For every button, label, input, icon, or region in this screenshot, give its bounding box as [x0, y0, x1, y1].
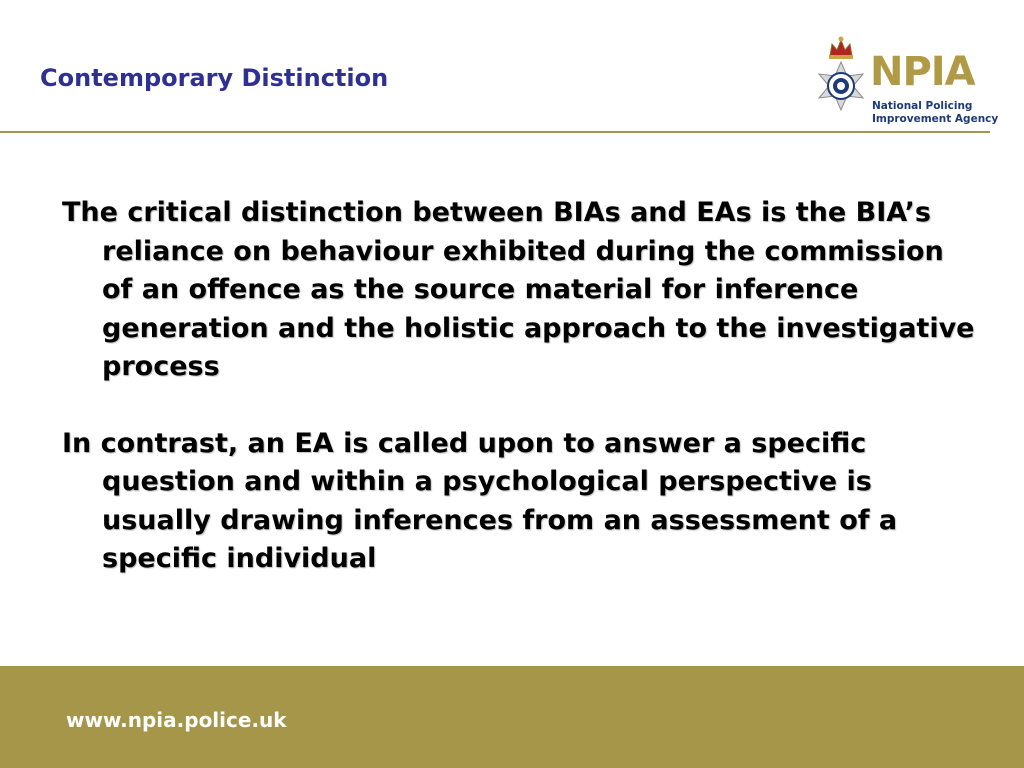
logo-subtitle-line2: Improvement Agency — [872, 113, 999, 125]
footer-url[interactable]: www.npia.police.uk — [66, 708, 287, 732]
logo-subtitle-line1: National Policing — [872, 100, 973, 112]
npia-logo — [814, 34, 999, 128]
bullet-paragraph: In contrast, an EA is called upon to answer a specific question and within a psychological perspective is usually drawing inferences from an assessment of a specific individual — [62, 427, 898, 574]
logo-subtitle — [872, 100, 998, 126]
footer-bar — [0, 666, 1024, 768]
slide-body — [62, 194, 982, 579]
logo-wordmark: NPIA — [870, 49, 975, 95]
bullet-paragraph: The critical distinction between BIAs and EAs is the BIA’s reliance on behaviour exhibited during the commission of an offence as the source material for inference generation and the holistic approach to the investigative process — [62, 197, 975, 382]
header-divider — [0, 131, 990, 133]
police-crest-icon — [814, 34, 868, 120]
slide-title: Contemporary Distinction — [40, 64, 389, 92]
